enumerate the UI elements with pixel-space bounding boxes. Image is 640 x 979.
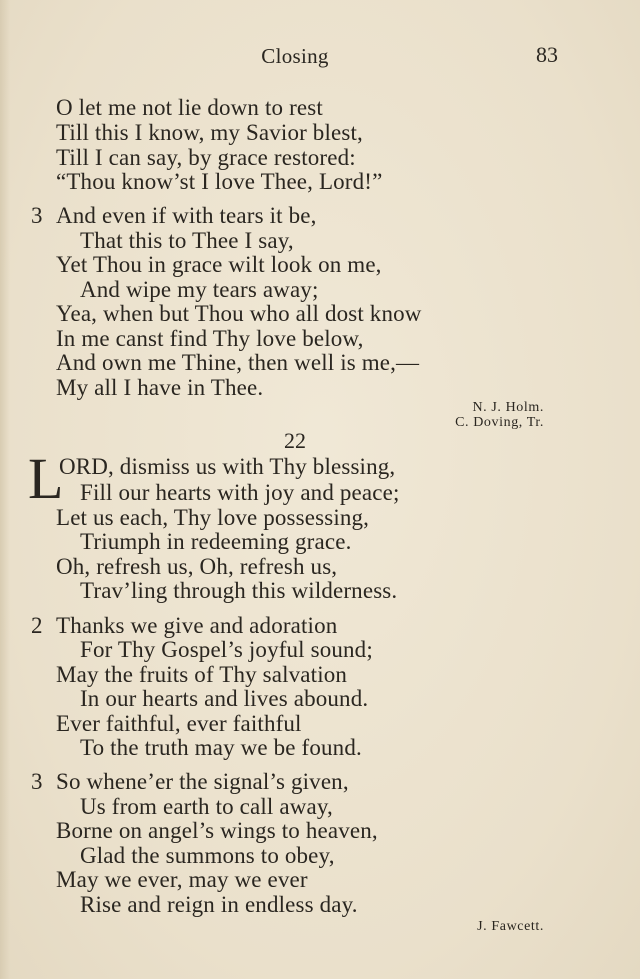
- section-title: Closing: [261, 44, 329, 68]
- stanza-number: 2: [31, 613, 43, 638]
- verse-line: Triumph in redeeming grace.: [80, 529, 352, 554]
- verse-line: Us from earth to call away,: [80, 794, 333, 819]
- hymn-21-author: N. J. Holm.: [472, 400, 544, 415]
- drop-cap: L: [28, 446, 63, 511]
- verse-line: Rise and reign in endless day.: [80, 892, 358, 917]
- verse-line: And even if with tears it be,: [56, 203, 317, 228]
- stanza-number: 3: [31, 203, 43, 228]
- verse-line: In me canst find Thy love below,: [56, 326, 364, 351]
- page-spine-shadow: [0, 0, 10, 979]
- verse-line: Glad the summons to obey,: [80, 843, 335, 868]
- verse-line: That this to Thee I say,: [80, 228, 294, 253]
- verse-line: My all I have in Thee.: [56, 375, 264, 400]
- hymn-number: 22: [284, 428, 306, 453]
- verse-line: And own me Thine, then well is me,—: [56, 350, 420, 375]
- verse-line: Oh, refresh us, Oh, refresh us,: [56, 554, 338, 579]
- verse-line: Till I can say, by grace restored:: [56, 145, 356, 170]
- verse-line: And wipe my tears away;: [80, 277, 319, 302]
- hymn-22-author: J. Fawcett.: [477, 919, 544, 934]
- verse-line: Yet Thou in grace wilt look on me,: [56, 252, 382, 277]
- verse-line: Borne on angel’s wings to heaven,: [56, 818, 378, 843]
- verse-line: May the fruits of Thy salvation: [56, 662, 348, 687]
- verse-line: Let us each, Thy love possessing,: [56, 505, 370, 530]
- verse-line: For Thy Gospel’s joyful sound;: [80, 637, 373, 662]
- verse-line: Ever faithful, ever faithful: [56, 711, 302, 736]
- verse-line: So whene’er the signal’s given,: [56, 769, 349, 794]
- verse-line: Trav’ling through this wilderness.: [80, 578, 398, 603]
- verse-line: “Thou know’st I love Thee, Lord!”: [56, 169, 383, 194]
- verse-line: To the truth may we be found.: [80, 735, 362, 760]
- verse-line: ORD, dismiss us with Thy blessing,: [59, 454, 396, 479]
- hymn-21-translator: C. Doving, Tr.: [455, 415, 544, 430]
- verse-line: Fill our hearts with joy and peace;: [80, 480, 400, 505]
- verse-line: O let me not lie down to rest: [56, 95, 323, 120]
- verse-line: May we ever, may we ever: [56, 867, 308, 892]
- verse-line: In our hearts and lives abound.: [80, 686, 369, 711]
- verse-line: Yea, when but Thou who all dost know: [56, 301, 422, 326]
- verse-line: Till this I know, my Savior blest,: [56, 120, 363, 145]
- page-number: 83: [536, 42, 558, 67]
- verse-line: Thanks we give and adoration: [56, 613, 338, 638]
- stanza-number: 3: [31, 769, 43, 794]
